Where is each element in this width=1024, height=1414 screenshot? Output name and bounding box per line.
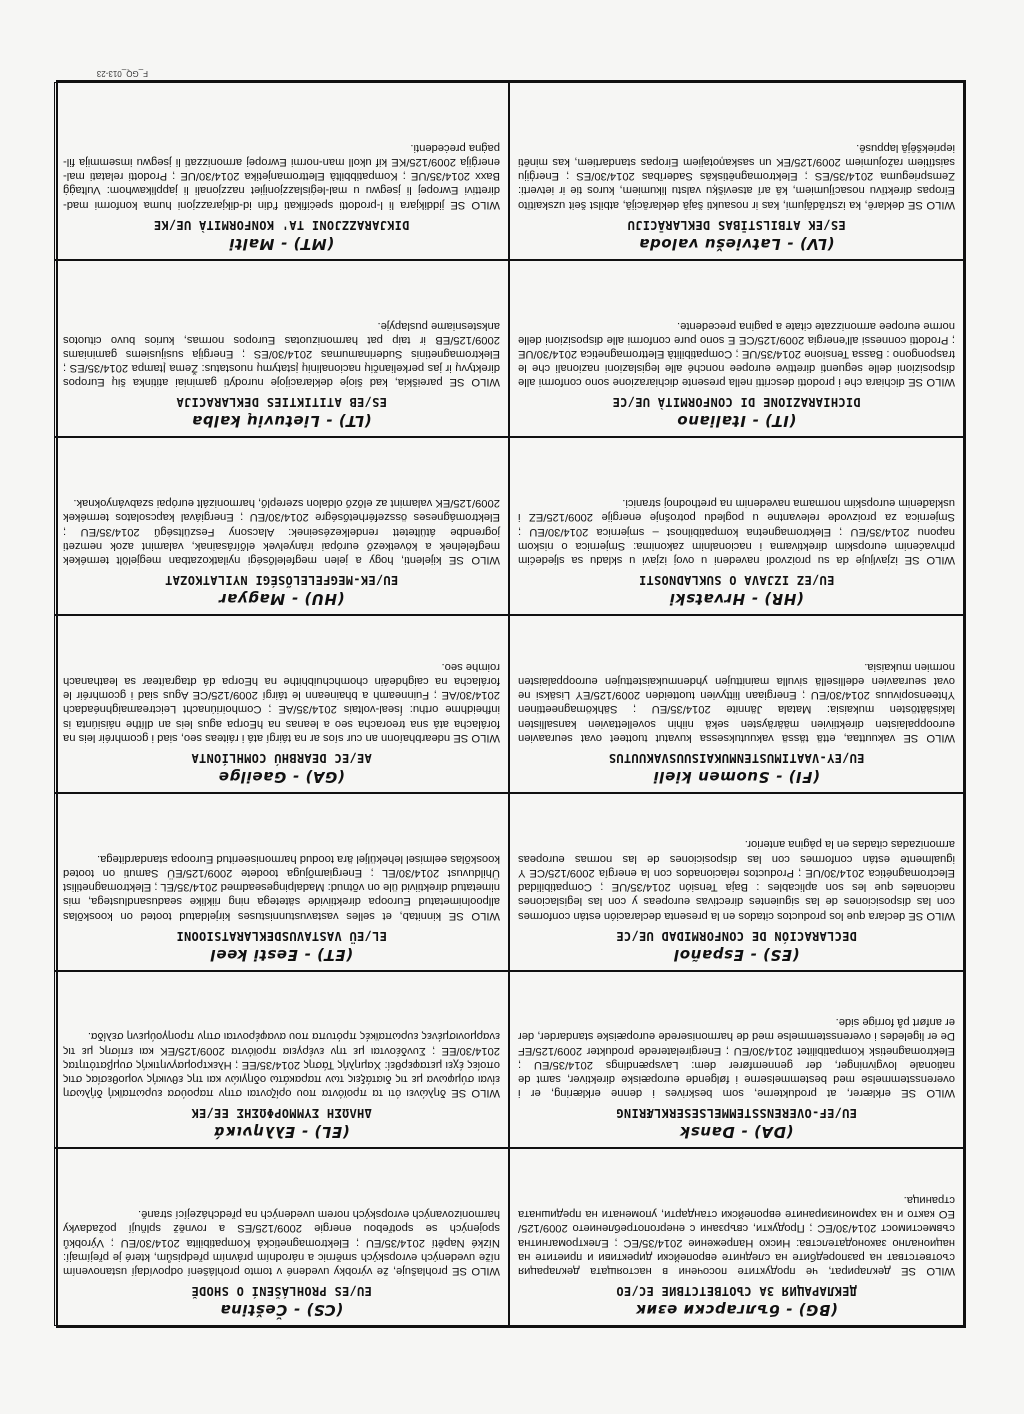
declaration-text: WILO SE декларират, че продуктите посочени в настоящата декларация съответстват на разпоредбите на следните европейски директиви и приетите на национално законодателства: Ниско Напрежение 2014/35/ЕС ; Електромагнитна съвместимост 2014/30/ЕС ; Продукти, свързани с енергопотреблението 2009/125/ЕО както и на хармонизираните европейски стандарти, упоменати на предишната страница. <box>518 1193 955 1277</box>
declaration-heading: EU/EK-MEGFELELŐSÉGI NYILATKOZAT <box>164 573 399 588</box>
declaration-text: WILO SE erklærer, at produkterne, som beskrives i denne erklæring, er i overensstemmelse med bestemmelserne i følgende europæiske direktiver, samt de nationale lovgivninger, der gennemfører dem: Lavspændings 2014/35/EU ; Elektromagnetisk Kompatibilitet 2014/30/EU ; Energirelaterede produkter 2009/125/EF De er ligeledes i overensstemmelse med de harmoniserede europæiske standarder, der er anført på forrige side. <box>518 1016 955 1100</box>
declaration-cell-lt <box>54 260 509 438</box>
declaration-cell-fi <box>509 615 964 793</box>
declaration-heading: EL/EÜ VASTAVUSDEKLARATSIOONI <box>176 928 387 943</box>
declaration-heading: EU/EF-OVERENSSTEMMELSESERKLÆRING <box>616 1106 857 1121</box>
declaration-text: WILO SE izjavljuje da su proizvodi navedeni u ovoj izjavi u skladu sa sljedećim prihvaćenim europskim direktivama i nacionalnim zakonima: Smjernica o niskom naponu 2014/35/EU ; Elektromagnetna kompatibilnost – smjernica 2014/30/EU ; Smjernica za proizvode relevantne u pogledu potrošnje energije 2009/125/EZ i usklađenim europskim normama navedenim na prethodnoj stranici. <box>518 497 955 567</box>
declaration-text: WILO SE ndearbhaíonn an cur síos ar na táirgí atá i ráiteas seo, siad i gcomhréir leis na forálacha atá sna treoracha seo a leanas na hEorpa agus leis an dlíthe náisiúnta is infheidhme orthu: Íseal-voltais 2014/35/AE ; Comhoiriúnacht Leictreamaighnéadach 2014/30/AE ; Fuinneamh a bhaineann le táirgí 2009/125/CE Agus siad i gcomhréir le forálacha na caighdeáin chomhchuibhithe na hEorpa dá dtagraítear sa leathanach roimhe seo. <box>63 660 500 744</box>
declaration-text: WILO SE deklarē, ka izstrādājumi, kas ir nosaukti šajā deklarācijā, atbilst šeit uzskaitīto Eiropas direktīvu nosacījumiem, kā arī atsevišķu valstu likumiem, kuros tie ir ietverti: Zemsprieguma 2014/35/ES ; Elektromagnētiskās Saderības 2014/30/ES ; Enerģiju saistītiem ražojumiem 2009/125/EK un saskaņotajiem Eiropas standartiem, kas minēti iepriekšējā lappusē. <box>518 141 955 211</box>
declaration-cell-ga <box>54 615 509 793</box>
language-title: (HR) - Hrvatski <box>669 590 804 609</box>
declaration-heading: EU/EZ IZJAVA O SUKLADNOSTI <box>638 573 835 588</box>
declaration-heading: EU/EY-VAATIMUSTENMUKAISUUSVAKUUTUS <box>608 750 865 765</box>
declaration-cell-mt <box>54 82 509 260</box>
declaration-text: WILO SE dichiara che i prodotti descritti nella presente dichiarazione sono conformi alle disposizioni delle seguenti direttive europee nonché alle legislazioni nazionali che le traspongono : Bassa Tensione 2014/35/UE ; Compatibilità Elettromagnetica 2014/30/UE ; Prodotti connessi all'energia 2009/125/CE E sono pure conformi alle disposizioni delle norme europee armonizzate citate a pagina precedente. <box>518 319 955 389</box>
language-title: (LV) - Latviešu valoda <box>638 234 835 253</box>
declaration-text: WILO SE jiddikjara li l-prodotti speċifikati f'din id-dikjarazzjoni huma konformi mad-direttivi Ewropej li jsegwu u mal-leġislazzjonijiet nazzjonali li japplikawhom: Vultaġġ Baxx 2014/35/UE ; Kompatibbiltà Elettromanjetika 2014/30/UE ; Prodotti relatati mal-enerġija 2009/125/KE kif ukoll man-normi Ewropej armonizzati li jsegwu imsemmija fil-paġna preċedenti. <box>63 141 500 211</box>
declaration-grid <box>56 80 966 1328</box>
declaration-cell-da <box>509 971 964 1149</box>
declaration-heading: EU/ES PROHLÁŠENÍ O SHODĚ <box>191 1284 372 1298</box>
language-title: (HU) - Magyar <box>218 590 345 609</box>
language-title: (ES) - Español <box>673 945 800 964</box>
language-title: (GA) - Gaeilge <box>218 767 345 786</box>
declaration-text: WILO SE kijelenti, hogy a jelen megfelelőségi nyilatkozatban megjelölt termékek megfelelnek a következő európai irányelvek előírásainak, valamint azok nemzeti jogrendbe átültetett rendelkezéseinek: Alacsony Feszültségű 2014/35/EU ; Elektromágneses összeférhetőségre 2014/30/EU ; Energiával kapcsolatos termékek 2009/125/EK valamint az előző oldalon szereplő, harmonizált európai szabványoknak. <box>63 497 500 567</box>
declaration-cell-bg <box>509 1148 964 1326</box>
declaration-heading: ES/EB ATITIKTIES DEKLARACIJA <box>176 395 387 410</box>
language-title: (FI) - Suomen kieli <box>653 767 820 786</box>
declaration-heading: DICHIARAZIONE DI CONFORMITÀ UE/CE <box>612 395 861 410</box>
declaration-cell-lv <box>509 82 964 260</box>
declaration-cell-it <box>509 260 964 438</box>
declaration-text: WILO SE kinnitab, et selles vastavustunnistuses kirjeldatud tooted on kooskõlas allpoolnimetatud Euroopa direktiivide sätetega ning riiklike seadusandlustega, mis nimetatud direktiivid üle on võtnud: Madalpingeseadmed 2014/35/EL ; Elektromagnetilist Ühilduvust 2014/30/EL ; Energiamõjuga toodete 2009/125/EÜ Samuti on tooted kooskõlas eelmisel leheküljel ära toodud harmoniseeritud Euroopa standarditega. <box>63 852 500 922</box>
declaration-text: WILO SE prohlašuje, že výrobky uvedené v tomto prohlášení odpovídají ustanovením níže uvedených evropských směrnic a národním právním předpisům, které je přejímají: Nízké Napětí 2014/35/EU ; Elektromagnetická Kompatibilita 2014/30/EU ; Výrobků spojených se spotřebou energie 2009/125/ES a rovněž splňují požadavky harmonizovaných evropských norem uvedených na předcházející straně. <box>63 1208 500 1277</box>
declaration-text: WILO SE vakuuttaa, että tässä vakuutuksessa kuvatut tuotteet ovat seuraavien eurooppalaisten direktiivien määräysten sekä niihin sovellettavien kansallisten lakisäätösten mukaisia: Matala Jännite 2014/35/EU ; Sähkömagneettinen Yhteensopivuus 2014/30/EU ; Energiaan liittyvien tuotteiden 2009/125/EY Lisäksi ne ovat seuraavien edellisellä sivulla mainittujen yhdenmukaistettujen eurooppalaisten normien mukaisia. <box>518 660 955 744</box>
declaration-heading: DIKJARAZZJONI TA' KONFORMITÀ UE/KE <box>153 217 410 232</box>
language-title: (MT) - Malti <box>228 234 335 253</box>
declaration-cell-hr <box>509 437 964 615</box>
language-title: (BG) - български език <box>635 1301 838 1319</box>
declaration-text: WILO SE declara que los productos citados en la presenta declaración están conformes con las disposiciones de las siguientes directivas europeas y con las legislaciones nacionales que les son aplicables : Baja Tensión 2014/35/UE ; Compatibilidad Electromagnética 2014/30/UE ; Productos relacionados con la energía 2009/125/CE Y igualmente están conformes con las disposiciones de las normas europeas armonizadas citadas en la página anterior. <box>518 838 955 922</box>
declaration-heading: ДЕКЛАРАЦИЯ ЗА СЪОТВЕТСТВИЕ ЕС/ЕО <box>616 1284 857 1298</box>
declaration-cell-es <box>509 793 964 971</box>
declaration-cell-hu <box>54 437 509 615</box>
language-title: (EL) - Ελληνικά <box>213 1123 350 1142</box>
declaration-text: WILO SE δηλώνει ότι τα προϊόντα που ορίζονται στην παρούσα ευρωπαϊκή δήλωση είναι σύμφωνα με τις διατάξεις των παρακάτω οδηγιών και της εθνικής νομοθεσίας στις οποίες έχει μεταφερθεί: Χαμηλής Τάσης 2014/35/ΕΕ ; Ηλεκτρομαγνητικής συμβατότητας 2014/30/ΕΕ ; Συνδέονται με την ενέργεια προϊόντα 2009/125/ΕΚ και επίσης με τις εναρμονισμένες ευρωπαϊκές πρότυπα που αναφέρονται στην προηγούμενη σελίδα. <box>63 1030 500 1100</box>
form-code: F_GQ_013-23 <box>96 69 148 78</box>
declaration-cell-el <box>54 971 509 1149</box>
declaration-heading: AE/EC DEARBHÚ COMHLÍONTA <box>191 750 372 765</box>
language-title: (ET) - Eesti keel <box>210 945 353 964</box>
language-title: (CS) - Čeština <box>219 1301 344 1319</box>
declaration-text: WILO SE pareiškia, kad šioje deklaracijoje nurodyti gaminiai atitinka šių Europos direktyvų ir jas perkeliančių nacionalinių įstatymų nuostatus: Žema Įtampa 2014/35/ES ; Elektromagnetinis Suderinamumas 2014/30/ES ; Energija susijusiems gaminiams 2009/125/EB ir taip pat harmonizuotas Europos normas, kurios buvo cituotos ankstesniame puslapyje. <box>63 319 500 389</box>
declaration-heading: ΔΗΛΩΣΗ ΣΥΜΜΟΡΦΩΣΗΣ ΕΕ/ΕΚ <box>191 1106 372 1121</box>
declaration-cell-cs <box>54 1148 509 1326</box>
language-title: (DA) - Dansk <box>679 1123 794 1142</box>
declaration-heading: ES/EK ATBILSTĪBAS DEKLARĀCIJU <box>627 217 846 232</box>
declaration-cell-et <box>54 793 509 971</box>
declaration-heading: DECLARACIÓN DE CONFORMIDAD UE/CE <box>616 928 857 943</box>
language-title: (LT) - Lietuvių kalba <box>191 412 372 431</box>
language-title: (IT) - Italiano <box>676 412 797 431</box>
